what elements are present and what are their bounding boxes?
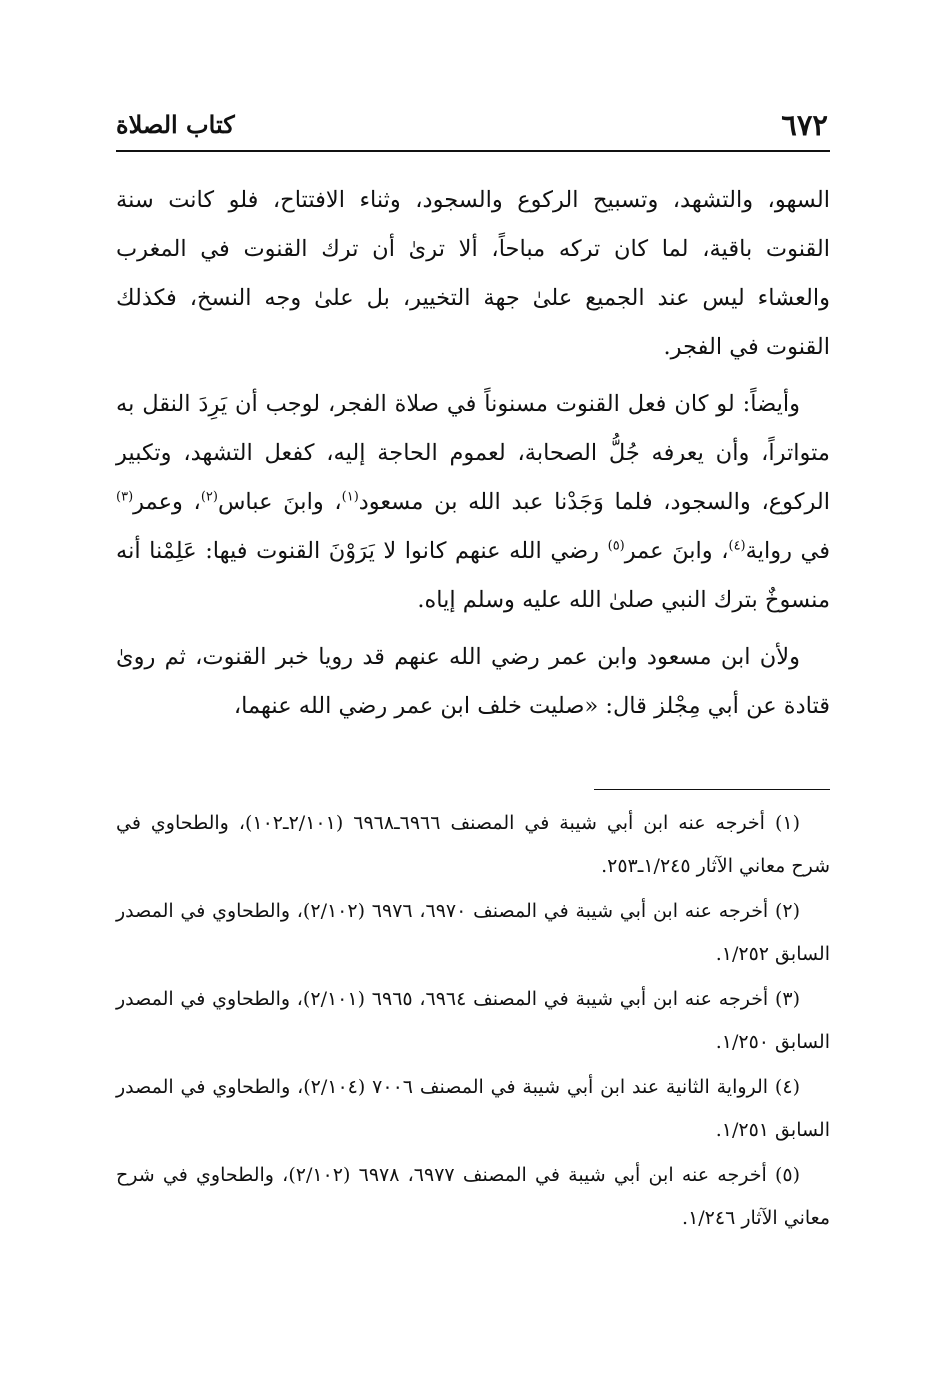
footnote-4: (٤) الرواية الثانية عند ابن أبي شيبة في المصنف ٧٠٠٦ (٢/١٠٤)، والطحاوي في المصدر السابق ١/٢٥١. [116,1076,830,1141]
footnote-5: (٥) أخرجه عنه ابن أبي شيبة في المصنف ٦٩٧٧، ٦٩٧٨ (٢/١٠٢)، والطحاوي في شرح معاني الآثار ١/٢٤٦. [116,1164,830,1229]
footnote-3: (٣) أخرجه عنه ابن أبي شيبة في المصنف ٦٩٦٤، ٦٩٦٥ (٢/١٠١)، والطحاوي في المصدر السابق ١/٢٥٠. [116,988,830,1053]
header-rule [116,150,830,152]
paragraph-2-text: وأيضاً: لو كان فعل القنوت مسنوناً في صلاة الفجر، لوجب أن يَرِدَ النقل به متواتراً، وأن يعرفه جُلُّ الصحابة، لعموم الحاجة إليه، كفعل التشهد، وتكبير الركوع، والسجود، فلما وَجَدْنا عبد الله بن مسعود [116,391,830,515]
page-number: ٦٧٢ [781,108,828,142]
paragraph-2-text: ، وعمر [133,489,201,515]
page-header [116,104,828,150]
main-text [116,176,830,739]
paragraph-2-text: ، وابنَ عمر [624,538,729,564]
footnote-ref-2: (٢) [200,489,218,505]
paragraph-2-text: رضي الله عنهم كانوا لا يَرَوْنَ القنوت فيها: عَلِمْنا أنه منسوخٌ بترك النبي صلىٰ الله عليه وسلم إياه. [116,538,830,613]
paragraph-2-text: ، وابنَ عباس [217,489,342,515]
footnote-ref-1: (١) [341,489,359,505]
paragraph-3: ولأن ابن مسعود وابن عمر رضي الله عنهم قد رويا خبر القنوت، ثم روىٰ قتادة عن أبي مِجْلز قال: «صليت خلف ابن عمر رضي الله عنهما، [116,644,830,719]
paragraph-2-text: في رواية [745,538,830,564]
footnote-ref-3: (٣) [116,489,134,505]
running-title: كتاب الصلاة [116,110,235,139]
footnote-ref-4: (٤) [728,538,746,554]
paragraph-1: السهو، والتشهد، وتسبيح الركوع والسجود، وثناء الافتتاح، فلو كانت سنة القنوت باقية، لما كان تركه مباحاً، ألا ترىٰ أن ترك القنوت في المغرب والعشاء ليس عند الجميع علىٰ جهة التخيير، بل علىٰ وجه النسخ، فكذلك القنوت في الفجر. [116,187,830,360]
footnote-ref-5: (٥) [607,538,625,554]
footnotes [116,802,830,1242]
footnote-2: (٢) أخرجه عنه ابن أبي شيبة في المصنف ٦٩٧٠، ٦٩٧٦ (٢/١٠٢)، والطحاوي في المصدر السابق ١/٢٥٢. [116,900,830,965]
footnote-1: (١) أخرجه عنه ابن أبي شيبة في المصنف ٦٩٦٦ـ٦٩٦٨ (٢/١٠١ـ١٠٢)، والطحاوي في شرح معاني الآثار ١/٢٤٥ـ٢٥٣. [116,812,830,877]
paragraph-2 [116,380,830,625]
footnote-separator [594,789,830,790]
